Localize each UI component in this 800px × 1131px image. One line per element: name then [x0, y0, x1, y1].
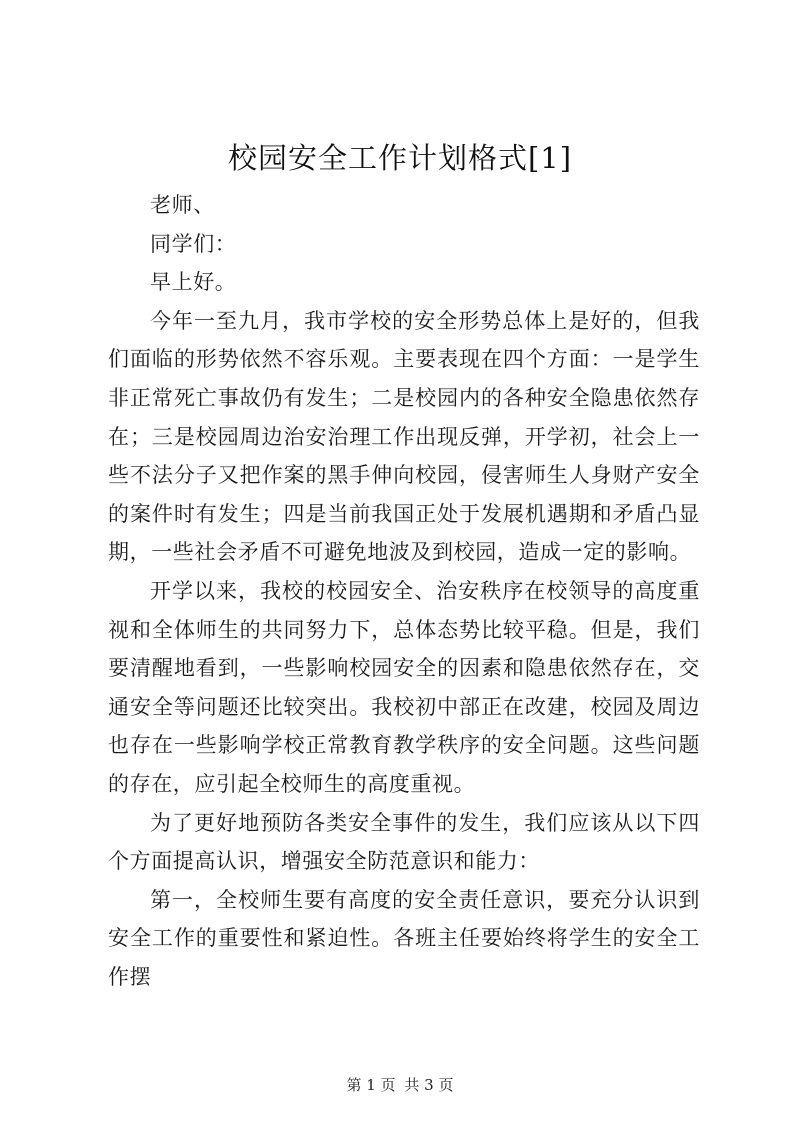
paragraph: 今年一至九月，我市学校的安全形势总体上是好的，但我们面临的形势依然不容乐观。主要表现在四个方面：一是学生非正常死亡事故仍有发生；二是校园内的各种安全隐患依然存在；三是校园周边治安治理工作出现反弹，开学初，社会上一些不法分子又把作案的黑手伸向校园，侵害师生人身财产安全的案件时有发生；四是当前我国正处于发展机遇期和矛盾凸显期，一些社会矛盾不可避免地波及到校园，造成一定的影响。: [108, 308, 700, 565]
page-footer: [0, 1074, 800, 1095]
page-total: 共 3 页: [404, 1076, 454, 1094]
paragraph: 为了更好地预防各类安全事件的发生，我们应该从以下四个方面提高认识，增强安全防范意识和能力：: [108, 810, 700, 874]
document-title: 校园安全工作计划格式[1]: [227, 141, 573, 175]
paragraph: 第一，全校师生要有高度的安全责任意识，要充分认识到安全工作的重要性和紧迫性。各班主任要始终将学生的安全工作摆: [108, 887, 700, 989]
salutation-students: 同学们：: [150, 231, 237, 256]
page-number: 第 1 页: [346, 1076, 396, 1094]
salutation-teachers: 老师、: [150, 193, 215, 217]
document-body: [108, 186, 700, 996]
greeting: 早上好。: [150, 270, 237, 295]
paragraph: 开学以来，我校的校园安全、治安秩序在校领导的高度重视和全体师生的共同努力下，总体态势比较平稳。但是，我们要清醒地看到，一些影响校园安全的因素和隐患依然存在，交通安全等问题还比较突出。我校初中部正在改建，校园及周边也存在一些影响学校正常教育教学秩序的安全问题。这些问题的存在，应引起全校师生的高度重视。: [108, 578, 700, 796]
